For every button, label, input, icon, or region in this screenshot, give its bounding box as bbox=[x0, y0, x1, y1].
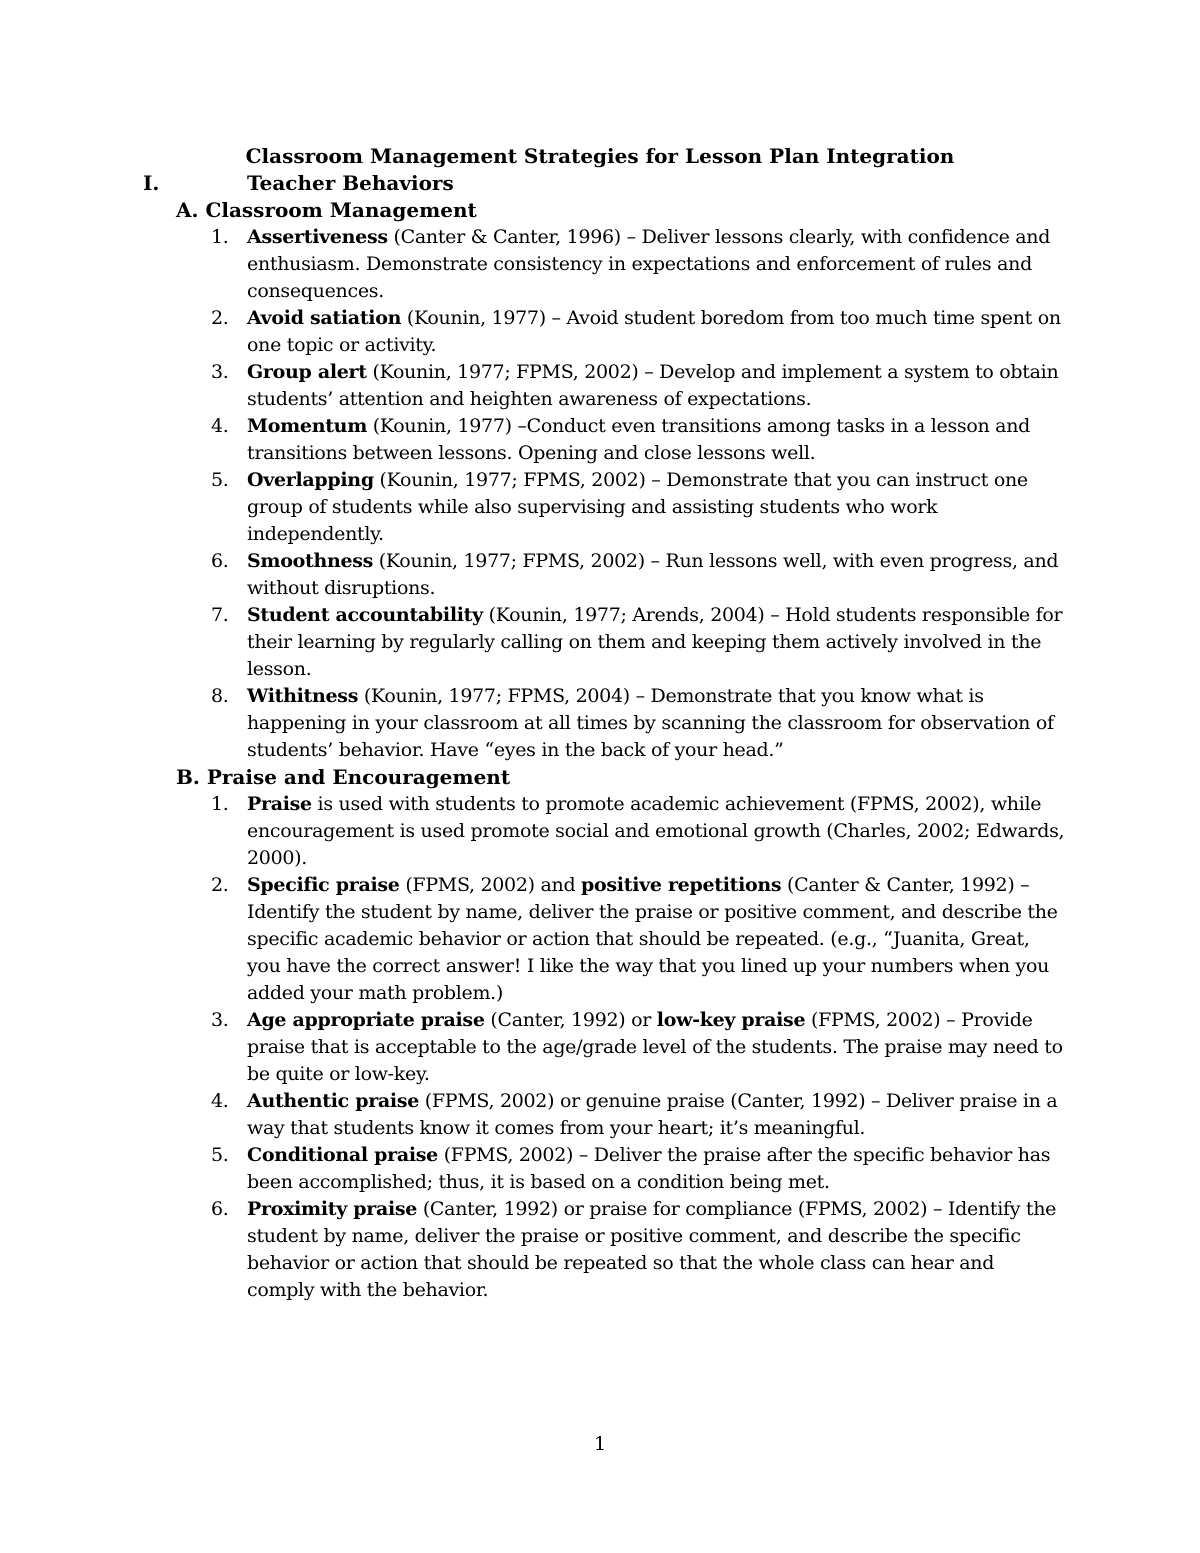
item-term: Momentum bbox=[247, 415, 368, 437]
item-term-secondary: low-key praise bbox=[656, 1009, 806, 1031]
list-item bbox=[0, 1007, 1067, 1088]
list-item bbox=[0, 359, 1067, 413]
item-marker: 4. bbox=[211, 415, 229, 437]
item-term-secondary: positive repetitions bbox=[581, 874, 782, 896]
item-term: Specific praise bbox=[247, 874, 400, 896]
section-number: I. bbox=[143, 171, 160, 195]
list-item bbox=[0, 1088, 1067, 1142]
item-marker: 1. bbox=[211, 793, 229, 815]
item-text: (Canter & Canter, 1996) – Deliver lessons clearly, with confidence and enthusiasm. Demonstrate consistency in expectations and enforcement of rules and consequences. bbox=[247, 226, 1051, 302]
subsection-b-title: B. Praise and Encouragement bbox=[176, 765, 511, 789]
item-text: (Canter, 1992) or bbox=[484, 1009, 657, 1031]
list-item bbox=[0, 683, 1067, 764]
item-term: Praise bbox=[247, 793, 312, 815]
list-item bbox=[0, 602, 1067, 683]
item-text: (Kounin, 1977) –Conduct even transitions among tasks in a lesson and transitions between lessons. Opening and close lessons well. bbox=[247, 415, 1031, 464]
list-item bbox=[0, 413, 1067, 467]
item-term: Assertiveness bbox=[247, 226, 388, 248]
item-text: (FPMS, 2002) – Deliver the praise after the specific behavior has been accomplished; thus, it is based on a condition being met. bbox=[247, 1144, 1051, 1193]
list-item bbox=[0, 224, 1067, 305]
list-item bbox=[0, 1142, 1067, 1196]
section-title: Teacher Behaviors bbox=[247, 171, 454, 195]
list-item bbox=[0, 467, 1067, 548]
item-marker: 3. bbox=[211, 1009, 229, 1031]
item-marker: 3. bbox=[211, 361, 229, 383]
item-text: (Kounin, 1977; FPMS, 2002) – Demonstrate that you can instruct one group of students while also supervising and assisting students who work independently. bbox=[247, 469, 1028, 545]
item-text: (Kounin, 1977; FPMS, 2004) – Demonstrate that you know what is happening in your classroom at all times by scanning the classroom for observation of students’ behavior. Have “eyes in the back of your head.” bbox=[247, 685, 1054, 761]
page-number: 1 bbox=[593, 1433, 607, 1455]
document-title: Classroom Management Strategies for Lesson Plan Integration bbox=[245, 144, 955, 168]
item-term: Avoid satiation bbox=[247, 307, 402, 329]
item-text: (Kounin, 1977; Arends, 2004) – Hold students responsible for their learning by regularly calling on them and keeping them actively involved in the lesson. bbox=[247, 604, 1063, 680]
item-text: is used with students to promote academic achievement (FPMS, 2002), while encouragement is used promote social and emotional growth (Charles, 2002; Edwards, 2000). bbox=[247, 793, 1065, 869]
item-text: (FPMS, 2002) or genuine praise (Canter, 1992) – Deliver praise in a way that students know it comes from your heart; it’s meaningful. bbox=[247, 1090, 1058, 1139]
praise-encouragement-list bbox=[0, 791, 1200, 1304]
item-marker: 5. bbox=[211, 1144, 229, 1166]
item-text: (Canter, 1992) or praise for compliance (FPMS, 2002) – Identify the student by name, deliver the praise or positive comment, and describe the specific behavior or action that should be repeated so that the whole class can hear and comply with the behavior. bbox=[247, 1198, 1057, 1301]
item-term: Overlapping bbox=[247, 469, 374, 491]
item-marker: 6. bbox=[211, 550, 229, 572]
item-text: (Kounin, 1977; FPMS, 2002) – Develop and implement a system to obtain students’ attention and heighten awareness of expectations. bbox=[247, 361, 1059, 410]
item-term: Proximity praise bbox=[247, 1198, 418, 1220]
list-item bbox=[0, 791, 1067, 872]
item-text: (Kounin, 1977) – Avoid student boredom from too much time spent on one topic or activity. bbox=[247, 307, 1061, 356]
list-item bbox=[0, 872, 1067, 1007]
item-term: Age appropriate praise bbox=[247, 1009, 485, 1031]
item-text-secondary: (FPMS, 2002) – Provide praise that is acceptable to the age/grade level of the students. The praise may need to be quite or low-key. bbox=[247, 1009, 1063, 1085]
item-marker: 7. bbox=[211, 604, 229, 626]
list-item bbox=[0, 548, 1067, 602]
item-marker: 1. bbox=[211, 226, 229, 248]
item-term: Student accountability bbox=[247, 604, 483, 626]
list-item bbox=[0, 305, 1067, 359]
item-term: Conditional praise bbox=[247, 1144, 438, 1166]
item-marker: 2. bbox=[211, 307, 229, 329]
item-marker: 6. bbox=[211, 1198, 229, 1220]
subsection-a-title: A. Classroom Management bbox=[176, 198, 477, 222]
section-heading bbox=[143, 170, 1043, 197]
item-marker: 5. bbox=[211, 469, 229, 491]
classroom-management-list bbox=[0, 224, 1200, 764]
item-marker: 4. bbox=[211, 1090, 229, 1112]
list-item bbox=[0, 1196, 1067, 1304]
item-marker: 8. bbox=[211, 685, 229, 707]
item-term: Authentic praise bbox=[247, 1090, 420, 1112]
item-term: Withitness bbox=[247, 685, 359, 707]
item-text: (Kounin, 1977; FPMS, 2002) – Run lessons well, with even progress, and without disruptions. bbox=[247, 550, 1059, 599]
item-text-secondary: (Canter & Canter, 1992) – Identify the student by name, deliver the praise or positive comment, and describe the specific academic behavior or action that should be repeated. (e.g., “Juanita, Great, you have the correct answer! I like the way that you lined up your numbers when you added your math problem.) bbox=[247, 874, 1058, 1004]
item-term: Group alert bbox=[247, 361, 367, 383]
item-text: (FPMS, 2002) and bbox=[399, 874, 582, 896]
item-term: Smoothness bbox=[247, 550, 374, 572]
item-marker: 2. bbox=[211, 874, 229, 896]
